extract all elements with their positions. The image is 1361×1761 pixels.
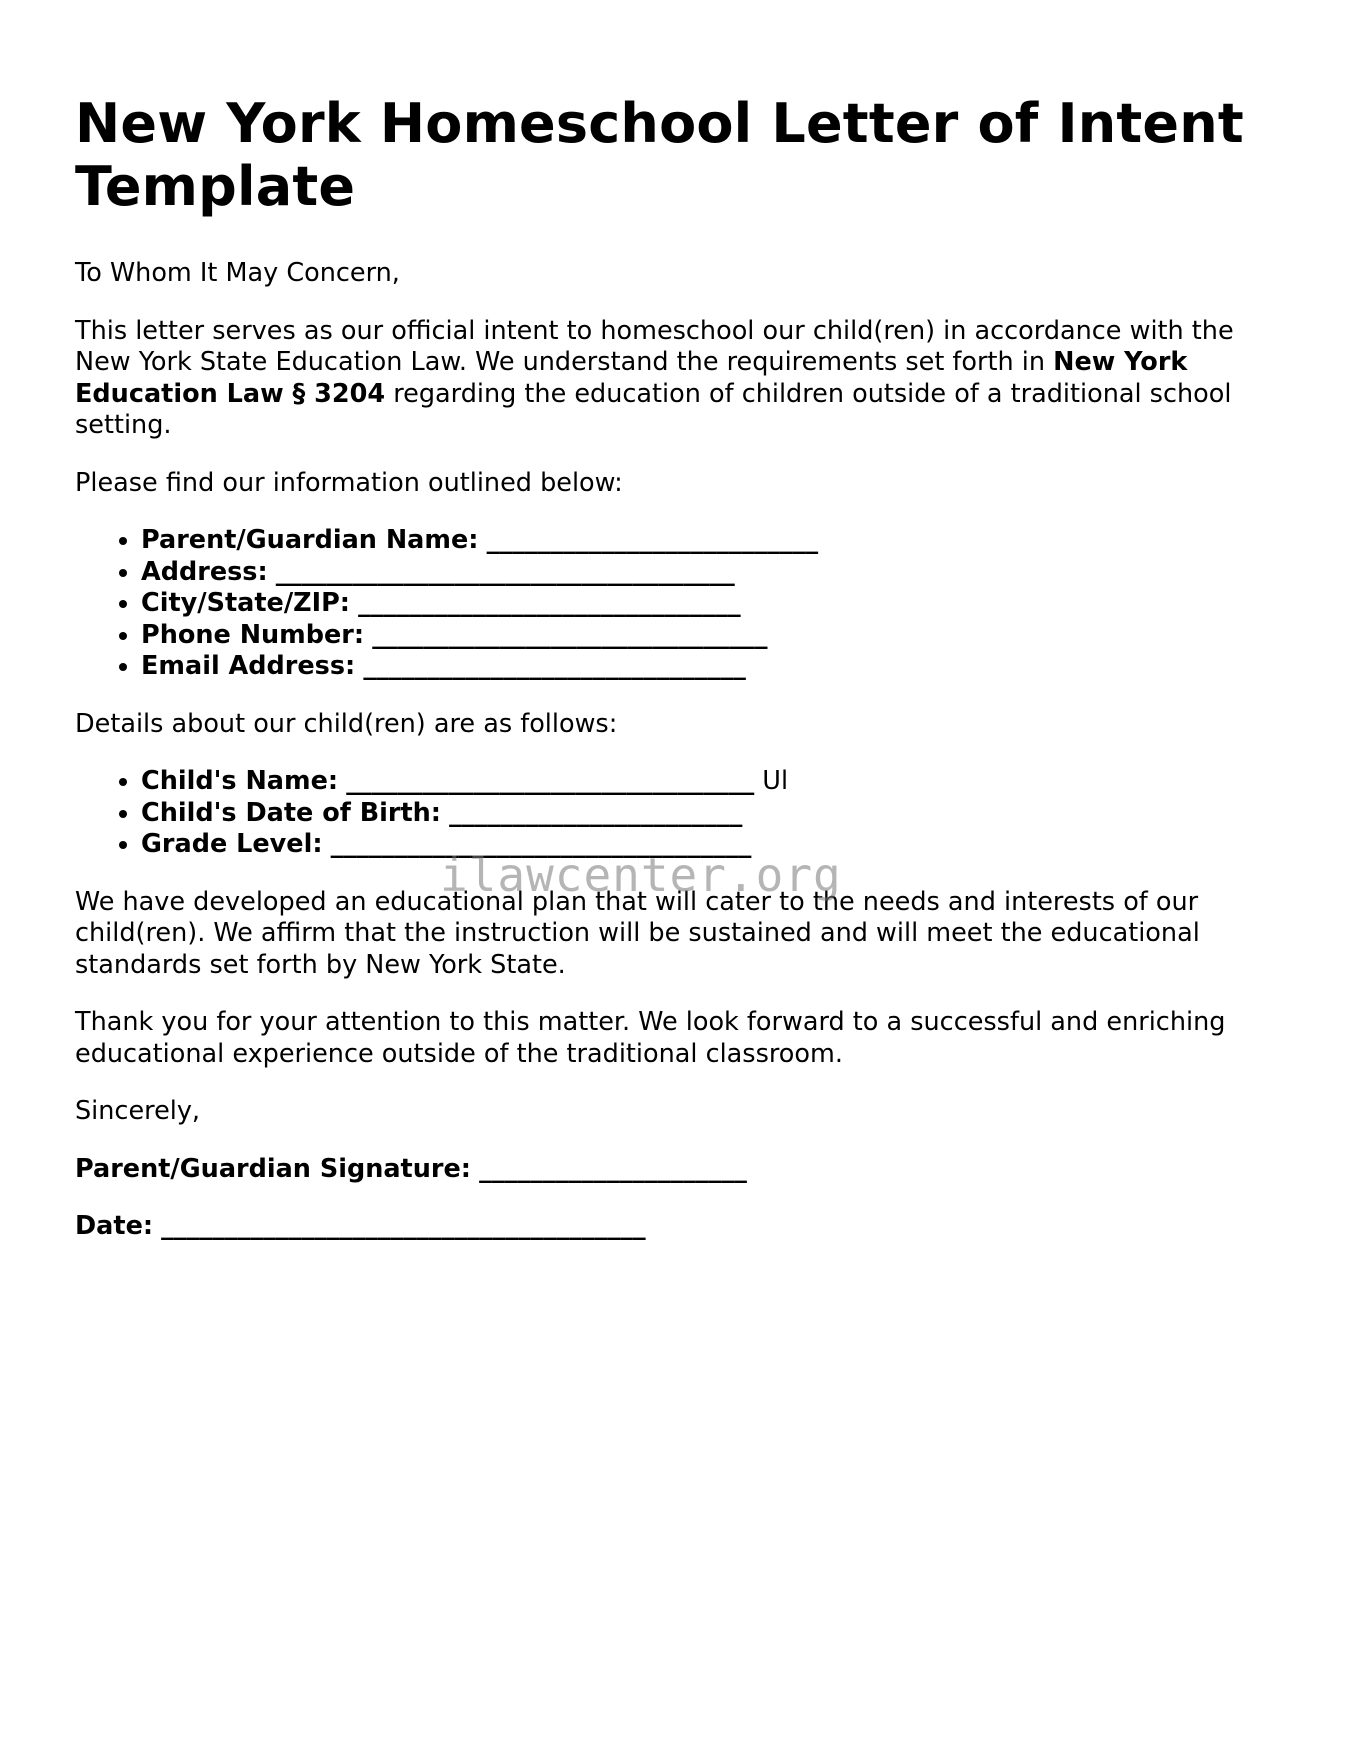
field-label: City/State/ZIP: — [141, 588, 351, 618]
field-blank[interactable]: _______________________________ — [372, 619, 768, 650]
thanks-paragraph: Thank you for your attention to this matter. We look forward to a successful and enriching educational experience outside of the traditional classroom. — [75, 1007, 1226, 1069]
field-blank[interactable]: ______________________________ — [358, 588, 741, 618]
field-label: Phone Number: — [141, 619, 365, 650]
plan-paragraph: We have developed an educational plan that will cater to the needs and interests of our child(ren). We affirm that the instruction will be sustained and will meet the educational standards set forth by New York State. — [75, 886, 1200, 980]
list-item — [141, 588, 1295, 620]
signature-label: Parent/Guardian Signature: — [75, 1153, 471, 1184]
intro-paragraph — [75, 316, 1295, 442]
signature-line — [75, 1154, 1295, 1186]
field-label: Parent/Guardian Name: — [141, 525, 479, 555]
date-label: Date: — [75, 1211, 154, 1241]
field-label: Child's Date of Birth: — [141, 797, 441, 828]
child-info-list — [75, 766, 1295, 861]
field-suffix: Ul — [754, 766, 789, 796]
watermark-text: ilawcenter.org — [440, 848, 842, 902]
field-label: Child's Name: — [141, 766, 339, 796]
date-blank[interactable]: ______________________________________ — [161, 1211, 646, 1241]
parent-info-list — [75, 525, 1295, 683]
law-reference: New York Education Law § 3204 — [75, 347, 1188, 409]
intro-text-1: This letter serves as our official intent to homeschool our child(ren) in accordance with the New York State Education Law. We understand the requirements set forth in — [75, 315, 1234, 377]
field-blank[interactable]: ____________________________________ — [275, 556, 735, 587]
list-item — [141, 829, 1295, 861]
signature-blank[interactable]: _____________________ — [479, 1153, 747, 1184]
date-line — [75, 1211, 1295, 1243]
field-blank[interactable]: ______________________________ — [363, 651, 746, 681]
closing: Sincerely, — [75, 1096, 201, 1126]
list-item — [141, 620, 1295, 652]
field-label: Grade Level: — [141, 829, 323, 859]
field-label: Address: — [141, 556, 268, 587]
list-item — [141, 798, 1295, 830]
list-item — [141, 525, 1295, 557]
page-title: New York Homeschool Letter of Intent Template — [75, 92, 1244, 218]
field-blank[interactable]: _________________________________ — [330, 829, 752, 859]
intro-text-2: regarding the education of children outside of a traditional school setting. — [75, 378, 1232, 440]
document-page — [75, 92, 1295, 1269]
child-intro: Details about our child(ren) are as follows: — [75, 708, 618, 739]
list-item — [141, 651, 1295, 683]
list-item — [141, 766, 1295, 798]
salutation: To Whom It May Concern, — [75, 258, 400, 288]
field-blank[interactable]: _______________________ — [449, 797, 743, 828]
info-intro: Please find our information outlined below: — [75, 467, 623, 498]
field-blank[interactable]: ________________________________ — [346, 766, 755, 796]
field-label: Email Address: — [141, 651, 356, 681]
list-item — [141, 557, 1295, 589]
field-blank[interactable]: __________________________ — [486, 525, 819, 555]
